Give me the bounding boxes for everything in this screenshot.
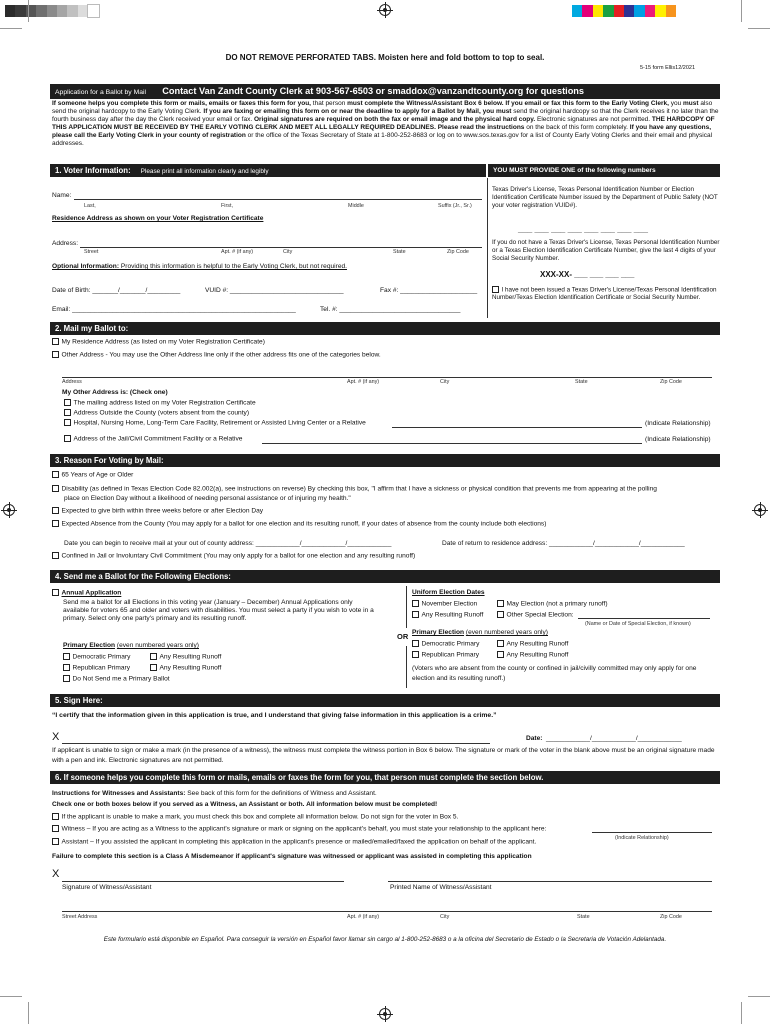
apt-label: Apt. # (if any)	[347, 379, 380, 385]
name-label: Name:	[52, 192, 72, 199]
date-label: Date:	[526, 735, 543, 742]
app-label: Application for a Ballot by Mail	[55, 89, 147, 96]
option-label: Any Resulting Runoff	[506, 651, 569, 659]
annual-dem-runoff[interactable]	[150, 653, 221, 662]
intro-text: send the original hardcopy so that the Clerk receives it no later than the fourth business day after the day the Clerk received your email or fax.	[52, 108, 719, 124]
option-label: Any Resulting Runoff	[159, 653, 222, 661]
section-1-right-bar	[488, 164, 720, 177]
checkbox[interactable]	[497, 651, 504, 658]
color-swatch	[57, 5, 67, 17]
checkbox[interactable]	[150, 664, 157, 671]
intro-text: Original signatures are required on both the fax or email image and the physical hard copy.	[252, 116, 536, 124]
indicate-relationship: (Indicate Relationship)	[645, 420, 711, 427]
sign-note: If applicant is unable to sign or make a mark (in the presence of a witness), the witness must complete the witness portion in Box 6 below. The signature or mark of the voter in the blank above must be an original signature made with a pen and ink. Electronic signatures are not permitted.	[52, 747, 715, 764]
checkbox[interactable]	[497, 640, 504, 647]
option-label: My Residence Address (as listed on my Voter Registration Certificate)	[61, 338, 265, 346]
checkbox[interactable]	[412, 651, 419, 658]
registration-mark-bottom	[379, 1008, 391, 1020]
no-primary-ballot[interactable]	[63, 675, 170, 684]
check-note: Check one or both boxes below if you served as a Witness, an Assistant or both. All information below must be completed!	[52, 801, 438, 808]
optional-info	[52, 263, 347, 271]
other-option-1[interactable]	[64, 399, 256, 408]
color-swatch	[645, 5, 655, 17]
witness-relationship-field[interactable]	[592, 832, 712, 833]
option-label: Democratic Primary	[72, 653, 131, 661]
witness-address-field[interactable]	[62, 911, 712, 912]
dob-field[interactable]: Date of Birth: _______/_______/_________	[52, 287, 181, 294]
option-label: Witness – If you are acting as a Witness to the applicant's signature or mark or signing on the applicant's behalf, you must state your relationship to the applicant here:	[61, 825, 547, 833]
checkbox[interactable]	[52, 351, 59, 358]
primary-title: Primary Election	[412, 629, 465, 636]
no-id-label: I have not been issued a Texas Driver's License/Texas Personal Identification Number/Texas Election Identification Certificate or Social Security Number.	[492, 286, 717, 302]
zip-label: Zip Code	[660, 914, 682, 920]
email-field[interactable]: Email: _____________________________________________________________	[52, 306, 296, 313]
instr-text: See back of this form for the definitions of Witness and Assistant.	[185, 790, 377, 797]
option-label: Any Resulting Runoff	[421, 611, 484, 619]
apt-label: Apt. # (if any)	[221, 249, 254, 255]
or-label: OR	[397, 632, 409, 641]
option-label: Republican Primary	[72, 664, 131, 672]
color-swatch	[614, 5, 624, 17]
suffix-label: Suffix (Jr., Sr.)	[438, 203, 472, 209]
option-label: Confined in Jail or Involuntary Civil Commitment (You may only apply for a ballot for one election and any resulting runoff)	[61, 552, 416, 560]
id-instructions: Texas Driver's License, Texas Personal Identification Number or Election Identification Certificate Number issued by the Department of Public Safety (NOT your voter registration VUID#).	[492, 186, 718, 209]
color-swatch	[88, 5, 98, 17]
section-1-subtitle: Please print all information clearly and legibly	[140, 168, 269, 175]
checkbox[interactable]	[63, 664, 70, 671]
address-label: Address:	[52, 240, 79, 247]
ssn-field[interactable]: XXX-XX- ___ ___ ___ ___	[540, 270, 635, 279]
checkbox[interactable]	[52, 825, 59, 832]
ssn-instructions: If you do not have a Texas Driver's License, Texas Personal Identification Number or a Texas Election Identification Certificate Number, give the last 4 digits of your Social Security Number.	[492, 239, 720, 262]
color-swatch	[67, 5, 77, 17]
intro-text: Electronic signatures are not permitted.	[535, 116, 652, 124]
indicate-relationship: (Indicate Relationship)	[615, 835, 669, 841]
primary-title: Primary Election	[63, 642, 116, 649]
absent-note: (Voters who are absent from the county or confined in jail/civilly committed may only apply for one election and its resulting runoff.)	[412, 665, 697, 683]
option-label: November Election	[421, 600, 478, 608]
section-4-bar	[50, 570, 720, 583]
registration-mark-top	[379, 4, 391, 16]
intro-text: on the back of this form completely.	[524, 124, 628, 132]
reason-disability[interactable]	[52, 485, 657, 494]
option-label: The mailing address listed on my Voter Registration Certificate	[73, 399, 256, 407]
checkbox[interactable]	[64, 409, 71, 416]
apt-label: Apt. # (if any)	[347, 914, 380, 920]
option-label: If the applicant is unable to make a mark, you must check this box and complete all information below. Do not sign for the voter in Box 5.	[61, 813, 459, 821]
intro-text: If you have any questions, please call the Early Voting Clerk in your county of registration	[52, 124, 712, 140]
city-label: City	[283, 249, 293, 255]
checkbox[interactable]	[52, 507, 59, 514]
may-election[interactable]	[497, 600, 608, 609]
option-label: Democratic Primary	[421, 640, 480, 648]
zip-label: Zip Code	[447, 249, 469, 255]
option-label: Expected to give birth within three weeks before or after Election Day	[61, 507, 264, 515]
contact-line: Contact Van Zandt County Clerk at 903-567-6503 or smaddox@vanzandtcounty.org for questions	[162, 86, 585, 96]
crop-mark	[741, 0, 742, 22]
checkbox[interactable]	[150, 653, 157, 660]
other-special-election[interactable]	[497, 611, 574, 620]
residence-heading: Residence Address as shown on your Voter Registration Certificate	[52, 215, 264, 222]
other-option-4[interactable]	[64, 435, 242, 444]
intro-text: If you are faxing or emailing this form on or near the deadline to apply for a Ballot by Mail, you must	[201, 108, 512, 116]
option-label: Other Address - You may use the Other Address line only if the other address fits one of the categories below.	[61, 351, 381, 359]
no-id-option[interactable]	[492, 286, 720, 302]
signature-x: X	[52, 731, 60, 743]
crop-mark	[0, 28, 22, 29]
section-5-title: 5. Sign Here:	[55, 696, 103, 705]
city-label: City	[440, 379, 450, 385]
option-label: Do Not Send me a Primary Ballot	[72, 675, 170, 683]
primary-note: (even numbered years only)	[116, 642, 199, 649]
assistant-option[interactable]	[52, 838, 536, 847]
witness-signature-field[interactable]	[62, 881, 344, 882]
misdemeanor-warning: Failure to complete this section is a Class A Misdemeanor if applicant's signature was witnessed or applicant was assisted in completing this application	[52, 853, 532, 860]
checkbox[interactable]	[52, 838, 59, 845]
color-swatch	[15, 5, 25, 17]
option-label: Any Resulting Runoff	[506, 640, 569, 648]
checkbox[interactable]	[63, 675, 70, 682]
checkbox[interactable]	[64, 419, 71, 426]
checkbox[interactable]	[64, 399, 71, 406]
primary-note: (even numbered years only)	[465, 629, 548, 636]
color-swatch	[36, 5, 46, 17]
checkbox[interactable]	[64, 435, 71, 442]
uniform-primary-heading	[412, 629, 548, 637]
intro-text: If someone helps you complete this form or mails, emails or faxes this form for you,	[52, 100, 311, 107]
crop-mark	[0, 996, 22, 997]
uniform-rep-primary[interactable]	[412, 651, 479, 660]
color-swatch	[634, 5, 644, 17]
optional-text: Providing this information is helpful to the Early Voting Clerk, but not required.	[119, 263, 348, 270]
color-swatch	[78, 5, 88, 17]
witness-x: X	[52, 868, 60, 880]
checkbox[interactable]	[412, 600, 419, 607]
primary-heading	[63, 642, 199, 650]
annual-rep-primary[interactable]	[63, 664, 130, 673]
fax-field[interactable]: Fax #: _____________________	[380, 287, 478, 294]
checkbox[interactable]	[412, 611, 419, 618]
section-5-bar	[50, 694, 720, 707]
first-label: First,	[221, 203, 233, 209]
other-option-3[interactable]	[64, 419, 366, 428]
intro-paragraph	[52, 100, 720, 148]
reason-disability-cont: place on Election Day without a likelihood of needing personal assistance or of injuring my health."	[64, 495, 351, 502]
annual-dem-primary[interactable]	[63, 653, 130, 662]
vuid-field[interactable]: VUID #: _______________________________	[205, 287, 344, 294]
option-label: Republican Primary	[421, 651, 480, 659]
crop-mark	[28, 0, 29, 22]
relationship-field[interactable]	[392, 427, 642, 428]
reason-birth[interactable]	[52, 507, 263, 516]
section-3-bar	[50, 454, 720, 467]
section-1-bar	[50, 164, 486, 177]
intro-text: you	[668, 100, 683, 107]
color-swatch	[593, 5, 603, 17]
option-label: Address Outside the County (voters absent from the county)	[73, 409, 250, 417]
uniform-runoff[interactable]	[412, 611, 483, 620]
checkbox[interactable]	[52, 552, 59, 559]
optional-heading: Optional Information:	[52, 263, 120, 270]
option-label: Assistant – If you assisted the applicant in completing this application in the applicant's presence or mailed/emailed/faxed the application on behalf of the applicant.	[61, 838, 537, 846]
option-label: Any Resulting Runoff	[159, 664, 222, 672]
tel-field[interactable]: Tel. #: _________________________________	[320, 306, 461, 313]
section-2-bar	[50, 322, 720, 335]
crop-mark	[741, 1002, 742, 1024]
name-field[interactable]	[74, 199, 482, 200]
annual-text: Send me a ballot for all Elections in this voting year (January – December) Annual Applications only available for voters 65 and older and voters with disabilities. You must select a party if you wish to vote in a primary. Select only one party's primary and its resulting runoff.	[63, 599, 374, 623]
id-number-field[interactable]: ___ ___ ___ ___ ___ ___ ___ ___	[518, 224, 648, 234]
city-label: City	[440, 914, 450, 920]
reason-absence[interactable]	[52, 520, 546, 529]
intro-text: also send the original hardcopy to the Early Voting Clerk.	[52, 100, 713, 116]
november-election[interactable]	[412, 600, 477, 609]
unable-mark-option[interactable]	[52, 813, 458, 822]
spanish-notice: Este formulario está disponible en Español. Para conseguir la versión en Español favor llamar sin cargo al 1-800-252-8683 o a la oficina del Secretario de Estado o la Secretaria de Votación Adelantada.	[103, 936, 667, 943]
other-address-heading: My Other Address is: (Check one)	[62, 389, 168, 396]
uniform-dem-runoff[interactable]	[497, 640, 568, 649]
date-begin-field[interactable]: Date you can begin to receive mail at your out of county address: ____________/____________/____________	[64, 540, 392, 547]
intro-text: THE HARDCOPY OF THIS APPLICATION MUST BE RECEIVED BY THE EARLY VOTING CLERK AND MEET ALL LEGALLY REQUIRED DEADLINES.	[52, 116, 715, 132]
option-label: Address of the Jail/Civil Commitment Facility or a Relative	[73, 435, 243, 443]
or-divider-bottom	[406, 646, 407, 688]
intro-text: that person	[310, 100, 348, 107]
checkbox[interactable]	[52, 520, 59, 527]
option-label: Expected Absence from the County (You may apply for a ballot for one election and its resulting runoff, if your dates of absence from the county include both elections)	[61, 520, 547, 528]
checkbox[interactable]	[52, 338, 59, 345]
color-swatch	[655, 5, 665, 17]
zip-label: Zip Code	[660, 379, 682, 385]
special-election-field[interactable]	[578, 618, 710, 619]
mail-residence-option[interactable]	[52, 338, 265, 347]
checkbox[interactable]	[412, 640, 419, 647]
section-6-title: 6. If someone helps you complete this form or mails, emails or faxes the form for you, that person must complete the section below.	[55, 773, 544, 782]
reason-65[interactable]	[52, 471, 133, 480]
state-label: State	[577, 914, 590, 920]
color-swatch	[603, 5, 613, 17]
intro-text: must complete the Witness/Assistant Box 6 below.	[347, 100, 504, 107]
checkbox[interactable]	[497, 600, 504, 607]
registration-mark-right	[754, 504, 766, 516]
intro-text: If you email or fax this form to the Early Voting Clerk,	[503, 100, 669, 107]
crop-mark	[748, 28, 770, 29]
color-swatch	[624, 5, 634, 17]
checkbox[interactable]	[52, 589, 59, 596]
special-note: (Name or Date of Special Election, if known)	[585, 621, 691, 627]
section-6-bar	[50, 771, 720, 784]
witness-instructions	[52, 790, 377, 798]
middle-label: Middle	[348, 203, 364, 209]
other-option-2[interactable]	[64, 409, 249, 418]
section-3-title: 3. Reason For Voting by Mail:	[55, 456, 164, 465]
voter-date-field[interactable]: ____________/____________/____________	[546, 735, 682, 742]
option-label: 65 Years of Age or Older	[61, 471, 134, 479]
may-note: (not a primary runoff)	[546, 600, 608, 608]
checkbox[interactable]	[497, 611, 504, 618]
uniform-rep-runoff[interactable]	[497, 651, 568, 660]
witness-printed-name-field[interactable]	[388, 881, 712, 882]
intro-text: Please read the instructions	[435, 124, 525, 132]
crop-mark	[28, 1002, 29, 1024]
option-label: Hospital, Nursing Home, Long-Term Care Facility, Retirement or Assisted Living Center or a Relative	[73, 419, 366, 427]
color-swatch	[666, 5, 676, 17]
certification-statement: “I certify that the information given in this application is true, and I understand that giving false information in this application is a crime.”	[52, 712, 497, 719]
indicate-relationship: (Indicate Relationship)	[645, 436, 711, 443]
annual-rep-runoff[interactable]	[150, 664, 221, 673]
street-label: Street	[84, 249, 99, 255]
or-divider-top	[406, 586, 407, 628]
annual-application[interactable]	[52, 589, 121, 598]
voter-signature-field[interactable]	[62, 743, 490, 744]
date-return-field[interactable]: Date of return to residence address: ____________/____________/____________	[442, 540, 685, 547]
form-number: 5-15 form Ellis12/2021	[640, 65, 696, 71]
section-1-divider	[487, 178, 488, 318]
option-label: Other Special Election:	[506, 611, 574, 619]
instr-heading: Instructions for Witnesses and Assistants:	[52, 790, 186, 797]
uniform-heading: Uniform Election Dates	[412, 589, 485, 596]
section-1-title: 1. Voter Information:	[55, 166, 131, 175]
witness-signature-label: Signature of Witness/Assistant	[62, 884, 152, 891]
relationship-field-2[interactable]	[262, 443, 642, 444]
no-id-checkbox[interactable]	[492, 286, 499, 293]
street-label: Street Address	[62, 914, 98, 920]
state-label: State	[393, 249, 406, 255]
perforated-notice: DO NOT REMOVE PERFORATED TABS. Moisten here and fold bottom to top to seal.	[225, 53, 545, 62]
checkbox[interactable]	[52, 485, 59, 492]
witness-option[interactable]	[52, 825, 546, 834]
uniform-dem-primary[interactable]	[412, 640, 479, 649]
checkbox[interactable]	[52, 813, 59, 820]
state-label: State	[575, 379, 588, 385]
intro-text: must	[683, 100, 699, 107]
crop-mark	[748, 996, 770, 997]
color-swatch	[582, 5, 592, 17]
color-swatch	[572, 5, 582, 17]
registration-mark-left	[3, 504, 15, 516]
checkbox[interactable]	[52, 471, 59, 478]
color-swatch	[47, 5, 57, 17]
residence-address-field[interactable]	[80, 247, 482, 248]
checkbox[interactable]	[63, 653, 70, 660]
option-label: May Election	[506, 600, 545, 608]
address-label: Address	[62, 379, 82, 385]
option-label: Annual Application	[61, 589, 122, 597]
mail-other-option[interactable]	[52, 351, 381, 360]
witness-printed-name-label: Printed Name of Witness/Assistant	[390, 884, 492, 891]
last-label: Last,	[84, 203, 96, 209]
option-label: Disability (as defined in Texas Election Code 82.002(a), see instructions on reverse) By checking this box, "I affirm that I have a sickness or physical condition that prevents me from appearing at the polling	[61, 485, 657, 493]
section-2-title: 2. Mail my Ballot to:	[55, 324, 129, 333]
other-address-field[interactable]	[62, 377, 712, 378]
color-swatch	[5, 5, 15, 17]
section-4-title: 4. Send me a Ballot for the Following Elections:	[55, 572, 231, 581]
id-required-title: YOU MUST PROVIDE ONE of the following numbers	[493, 166, 656, 174]
intro-text: or the office of the Texas Secretary of State at 1-800-252-8683 or log on to www.sos.texas.gov for a list of County Early Voting Clerks and their email and physical addresses.	[52, 132, 713, 148]
reason-jail[interactable]	[52, 552, 415, 561]
header-bar	[50, 84, 720, 99]
